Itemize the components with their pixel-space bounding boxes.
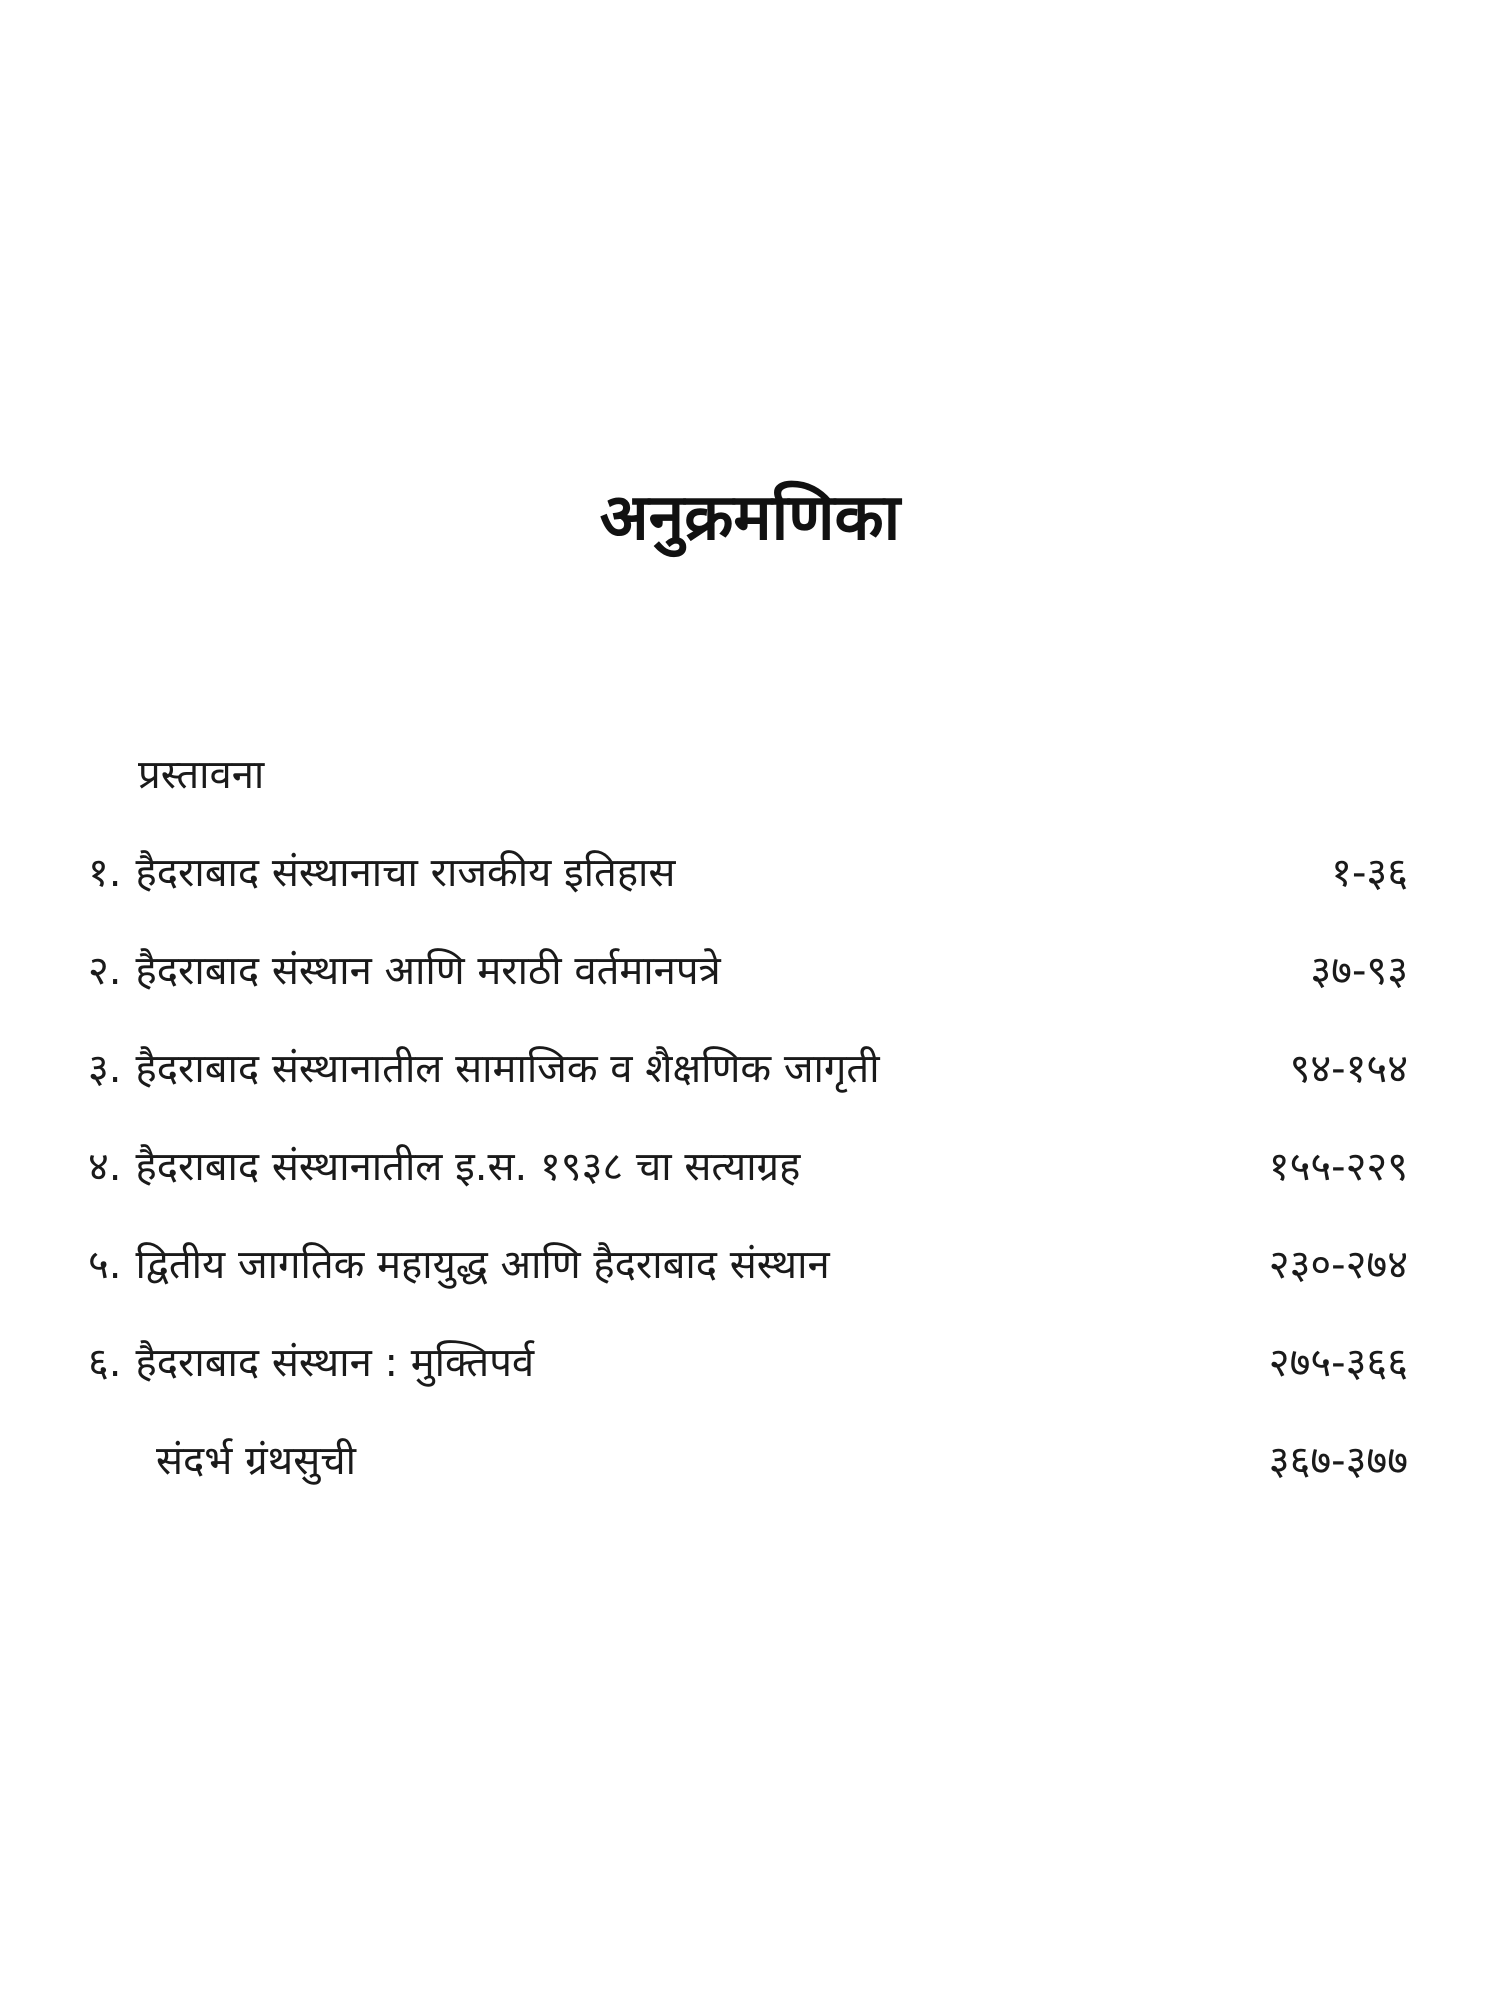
toc-entry-pages: ३७-९३ [1310,948,1408,994]
toc-entry-pages: ९४-१५४ [1289,1046,1408,1092]
toc-entry-number: ३. [88,1046,122,1092]
toc-entry-6 [0,1328,1500,1398]
toc-entry-4 [0,1132,1500,1202]
toc-entry-label: द्वितीय जागतिक महायुद्ध आणि हैदराबाद संस्थान [135,1242,830,1288]
toc-entry-preface [0,740,1500,810]
toc-entry-pages: १-३६ [1331,850,1408,896]
toc-entry-pages: २७५-३६६ [1268,1340,1408,1386]
toc-entry-5 [0,1230,1500,1300]
toc-entry-3 [0,1034,1500,1104]
toc-entry-pages: १५५-२२९ [1268,1144,1408,1190]
toc-entry-pages: २३०-२७४ [1268,1242,1408,1288]
toc-entry-pages: ३६७-३७७ [1268,1438,1408,1484]
toc-entry-number: ६. [88,1340,122,1386]
toc-entry-number: २. [88,948,122,994]
toc-entry-label: प्रस्तावना [138,752,265,798]
toc-entry-label: हैदराबाद संस्थान आणि मराठी वर्तमानपत्रे [135,948,721,994]
toc-entry-number: ५. [88,1242,122,1288]
toc-entry-1 [0,838,1500,908]
toc-entry-label: हैदराबाद संस्थानातील इ.स. १९३८ चा सत्याग्रह [135,1144,801,1190]
toc-entry-label: संदर्भ ग्रंथसुची [156,1438,357,1484]
toc-entry-bibliography [0,1426,1500,1496]
toc-entry-label: हैदराबाद संस्थान : मुक्तिपर्व [135,1340,535,1386]
toc-entry-label: हैदराबाद संस्थानाचा राजकीय इतिहास [135,850,676,896]
toc-entry-number: ४. [88,1144,122,1190]
toc-entry-label: हैदराबाद संस्थानातील सामाजिक व शैक्षणिक जागृती [135,1046,880,1092]
toc-entry-2 [0,936,1500,1006]
page-title: अनुक्रमणिका [599,481,901,555]
toc-entry-number: १. [88,850,122,896]
